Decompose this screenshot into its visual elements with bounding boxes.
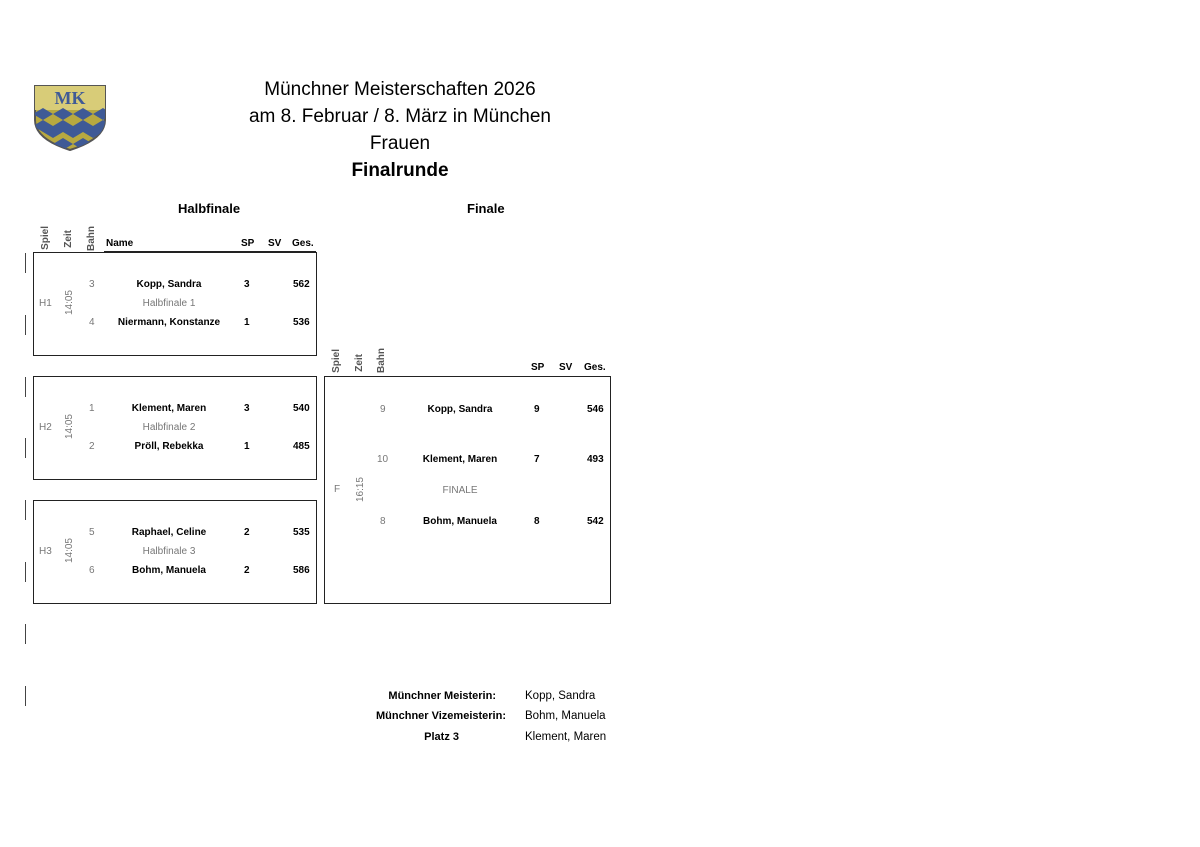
section-semi: Halbfinale <box>178 201 241 216</box>
tick <box>25 624 26 644</box>
result-label-2: Münchner Vizemeisterin: <box>376 710 506 722</box>
final-player-sp: 8 <box>534 516 540 527</box>
player-ges: 535 <box>293 527 310 538</box>
title-line-4: Finalrunde <box>351 160 449 181</box>
tick <box>25 253 26 273</box>
final-game-id: F <box>334 484 341 495</box>
player-ges: 586 <box>293 565 310 576</box>
tick <box>25 438 26 458</box>
player-sp: 2 <box>244 565 250 576</box>
tick <box>25 315 26 335</box>
lane: 5 <box>89 527 95 538</box>
final-col-spiel: Spiel <box>331 349 342 373</box>
final-player-name: Klement, Maren <box>422 454 498 465</box>
game-id: H1 <box>39 298 52 309</box>
game-time: 14:05 <box>64 538 75 564</box>
title-line-2: am 8. Februar / 8. März in München <box>248 106 551 127</box>
col-sp: SP <box>241 238 255 249</box>
match-label: Halbfinale 2 <box>142 422 196 433</box>
final-col-sp: SP <box>531 362 545 373</box>
player-name: Pröll, Rebekka <box>134 441 204 452</box>
result-value-1: Kopp, Sandra <box>525 690 596 702</box>
final-player-ges: 542 <box>587 516 604 527</box>
player-ges: 536 <box>293 317 310 328</box>
game-id: H3 <box>39 546 52 557</box>
tick <box>25 562 26 582</box>
player-sp: 1 <box>244 317 250 328</box>
logo-letters: MK <box>54 88 86 108</box>
section-final: Finale <box>467 201 505 216</box>
col-spiel: Spiel <box>40 226 51 250</box>
final-player-name: Kopp, Sandra <box>427 404 493 415</box>
col-name: Name <box>106 238 134 249</box>
final-box <box>324 376 611 604</box>
result-label-1: Münchner Meisterin: <box>388 690 496 702</box>
player-sp: 3 <box>244 403 250 414</box>
final-player-sp: 7 <box>534 454 540 465</box>
final-player-ges: 493 <box>587 454 604 465</box>
result-label-3: Platz 3 <box>424 731 459 743</box>
final-col-zeit: Zeit <box>354 354 365 372</box>
player-name: Bohm, Manuela <box>132 565 206 576</box>
match-label: Halbfinale 3 <box>142 546 196 557</box>
result-value-3: Klement, Maren <box>525 731 607 743</box>
player-name: Raphael, Celine <box>131 527 207 538</box>
lane: 3 <box>89 279 95 290</box>
player-ges: 540 <box>293 403 310 414</box>
player-name: Niermann, Konstanze <box>117 317 221 328</box>
tick <box>25 377 26 397</box>
lane: 2 <box>89 441 95 452</box>
final-player-ges: 546 <box>587 404 604 415</box>
final-col-sv: SV <box>559 362 573 373</box>
lane: 6 <box>89 565 95 576</box>
final-col-ges: Ges. <box>584 362 606 373</box>
col-bahn: Bahn <box>86 226 97 251</box>
col-ges: Ges. <box>292 238 314 249</box>
semi-box-3 <box>33 500 317 604</box>
final-col-bahn: Bahn <box>376 348 387 373</box>
player-sp: 3 <box>244 279 250 290</box>
player-ges: 562 <box>293 279 310 290</box>
final-label: FINALE <box>442 485 478 496</box>
game-id: H2 <box>39 422 52 433</box>
semi-box-1 <box>33 252 317 356</box>
match-label: Halbfinale 1 <box>142 298 196 309</box>
player-sp: 2 <box>244 527 250 538</box>
result-value-2: Bohm, Manuela <box>525 710 606 722</box>
col-zeit: Zeit <box>63 230 74 248</box>
lane: 1 <box>89 403 95 414</box>
final-player-name: Bohm, Manuela <box>423 516 497 527</box>
final-player-sp: 9 <box>534 404 540 415</box>
player-ges: 485 <box>293 441 310 452</box>
col-sv: SV <box>268 238 282 249</box>
final-lane: 9 <box>380 404 386 415</box>
title-line-3: Frauen <box>369 133 431 154</box>
player-sp: 1 <box>244 441 250 452</box>
title-line-1: Münchner Meisterschaften 2026 <box>264 79 536 100</box>
game-time: 14:05 <box>64 414 75 440</box>
lane: 4 <box>89 317 95 328</box>
final-lane: 10 <box>377 454 389 465</box>
player-name: Kopp, Sandra <box>136 279 202 290</box>
game-time: 14:05 <box>64 290 75 316</box>
mk-logo <box>33 84 107 152</box>
tick <box>25 686 26 706</box>
final-time: 16:15 <box>355 477 366 503</box>
player-name: Klement, Maren <box>131 403 207 414</box>
tick <box>25 500 26 520</box>
semi-box-2 <box>33 376 317 480</box>
final-lane: 8 <box>380 516 386 527</box>
